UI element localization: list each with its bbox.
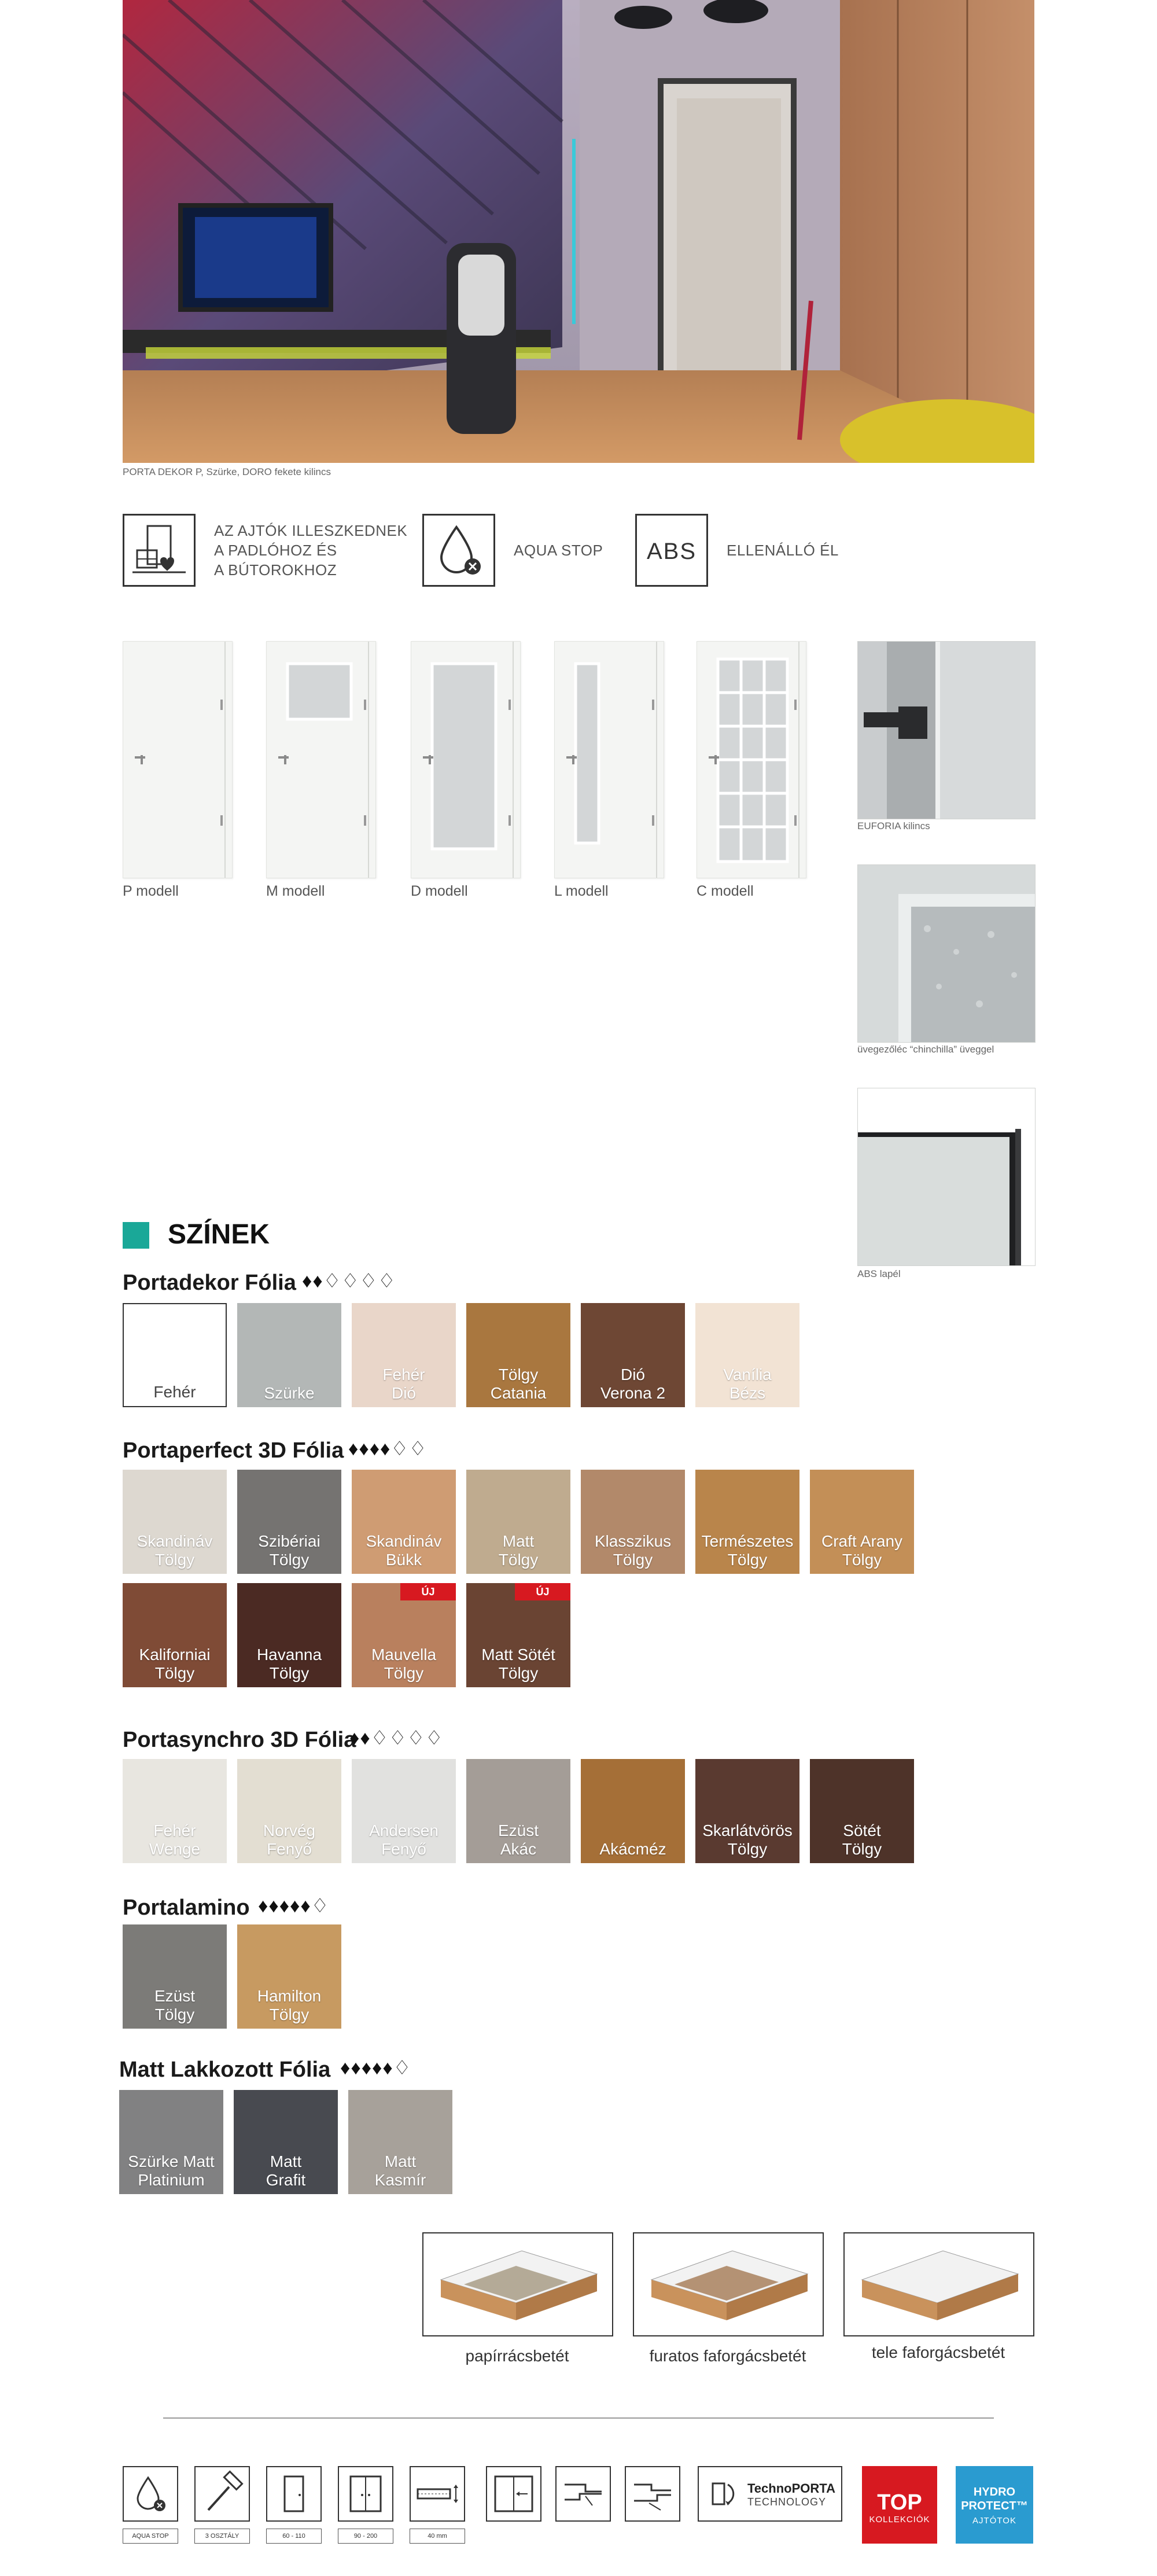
- swatch-label: Ezüst Tölgy: [154, 1987, 196, 2023]
- color-swatch: [695, 1303, 799, 1407]
- hammer-icon: [194, 2466, 250, 2522]
- rating-diamonds: ♦♦♢♢♢♢: [349, 1727, 444, 1749]
- color-swatch: [352, 1470, 456, 1574]
- swatch-label: Ezüst Akác: [498, 1821, 539, 1858]
- swatch-label: Szürke: [264, 1384, 315, 1402]
- new-badge: ÚJ: [515, 1583, 570, 1600]
- swatch-label: Norvég Fenyő: [263, 1821, 316, 1858]
- door-model-c: [697, 641, 806, 878]
- rating-diamonds: ♦♦♢♢♢♢: [302, 1270, 396, 1292]
- model-label: D modell: [411, 883, 468, 899]
- hero-photo: [123, 0, 1034, 463]
- color-swatch: [466, 1303, 570, 1407]
- color-swatch: [466, 1470, 570, 1574]
- rating-diamonds: ♦♦♦♦♦♢: [258, 1895, 330, 1917]
- swatch-label: Skandináv Tölgy: [137, 1532, 213, 1569]
- hero-caption: PORTA DEKOR P, Szürke, DORO fekete kilincs: [123, 466, 331, 477]
- feature-text-aqua: AQUA STOP: [514, 542, 603, 559]
- color-swatch: [237, 1470, 341, 1574]
- door-model-l: [554, 641, 664, 878]
- color-swatch: [123, 1303, 227, 1407]
- swatch-label: Akácméz: [599, 1840, 666, 1858]
- feature-line: AZ AJTÓK ILLESZKEDNEK: [214, 522, 408, 539]
- swatch-label: Hamilton Tölgy: [257, 1987, 322, 2023]
- swatch-label: Klasszikus Tölgy: [594, 1532, 672, 1569]
- icon-caption: 60 - 110: [266, 2529, 322, 2544]
- top-logo-line1: TOP: [877, 2490, 922, 2515]
- swatch-label: Matt Kasmír: [374, 2152, 426, 2189]
- color-group-title: Portaperfect 3D Fólia: [123, 1438, 344, 1463]
- model-label: C modell: [697, 883, 754, 899]
- swatch-label: Szürke Matt Platinium: [128, 2152, 215, 2189]
- swatch-label: Skarlátvörös Tölgy: [702, 1821, 793, 1858]
- swatch-label: Matt Sötét Tölgy: [481, 1646, 555, 1682]
- swatch-label: Matt Grafit: [266, 2152, 306, 2189]
- technoporta-logo: [698, 2466, 842, 2522]
- icon-caption: 3 OSZTÁLY: [194, 2529, 250, 2544]
- color-swatch: [466, 1583, 570, 1687]
- divider-line: [163, 2417, 994, 2419]
- color-swatch: [234, 2090, 338, 2194]
- color-swatch: [237, 1303, 341, 1407]
- icon-caption: AQUA STOP: [123, 2529, 178, 2544]
- frame-profile-2-icon: [625, 2466, 680, 2522]
- swatch-label: Fehér: [153, 1383, 196, 1401]
- hydro-logo-line2: PROTECT™: [961, 2500, 1028, 2512]
- top-logo-line2: KOLLEKCIÓK: [869, 2515, 930, 2525]
- frame-profile-icon: [555, 2466, 611, 2522]
- color-swatch: [810, 1470, 914, 1574]
- glass-bead-detail-photo: [857, 864, 1036, 1043]
- technoporta-line1: TechnoPORTA: [747, 2481, 835, 2496]
- model-label: M modell: [266, 883, 325, 899]
- thickness-icon: [410, 2466, 465, 2522]
- abs-edge-detail-photo: [857, 1088, 1036, 1266]
- new-badge: ÚJ: [400, 1583, 456, 1600]
- color-group-title: Portadekor Fólia: [123, 1271, 296, 1295]
- top-collections-logo: [862, 2466, 937, 2544]
- sliding-door-icon: [486, 2466, 541, 2522]
- door-model-p: [123, 641, 233, 878]
- detail-caption: ABS lapél: [857, 1268, 901, 1279]
- core-caption: papírrácsbetét: [465, 2347, 569, 2365]
- color-swatch: [123, 1759, 227, 1863]
- color-swatch: [695, 1470, 799, 1574]
- hydro-logo-line1: HYDRO: [973, 2486, 1016, 2498]
- swatch-label: Természetes Tölgy: [701, 1532, 794, 1569]
- abs-icon-text: ABS: [646, 539, 697, 564]
- rating-diamonds: ♦♦♦♦♢♢: [348, 1438, 428, 1460]
- color-swatch: [810, 1759, 914, 1863]
- section-accent-square: [123, 1222, 149, 1249]
- color-swatch: [348, 2090, 452, 2194]
- swatch-label: Mauvella Tölgy: [371, 1646, 437, 1682]
- detail-caption: EUFORIA kilincs: [857, 820, 930, 831]
- core-caption: tele faforgácsbetét: [871, 2343, 1005, 2361]
- color-swatch: [695, 1759, 799, 1863]
- core-honeycomb-photo: [422, 2232, 613, 2336]
- colors-section-title: SZÍNEK: [168, 1219, 270, 1250]
- color-swatch: [466, 1759, 570, 1863]
- swatch-label: Skandináv Bükk: [366, 1532, 442, 1569]
- water-drop-icon: [422, 514, 495, 587]
- swatch-label: Fehér Dió: [382, 1366, 425, 1402]
- color-swatch: [123, 1924, 227, 2029]
- hydro-protect-logo: [956, 2466, 1033, 2544]
- color-group-title: Portalamino: [123, 1896, 250, 1920]
- feature-text-fit: [214, 521, 407, 580]
- door-furniture-icon: [123, 514, 196, 587]
- icon-caption: 40 mm: [410, 2529, 465, 2544]
- swatch-label: Szibériai Tölgy: [258, 1532, 320, 1569]
- core-tubular-photo: [633, 2232, 824, 2336]
- core-solid-photo: [843, 2232, 1034, 2336]
- color-swatch: [237, 1583, 341, 1687]
- core-caption: furatos faforgácsbetét: [649, 2347, 806, 2365]
- color-swatch: [352, 1303, 456, 1407]
- swatch-label: Andersen Fenyő: [369, 1821, 439, 1858]
- model-label: P modell: [123, 883, 179, 899]
- icon-caption: 90 - 200: [338, 2529, 393, 2544]
- door-model-d: [411, 641, 521, 878]
- color-swatch: [123, 1470, 227, 1574]
- double-door-icon: [338, 2466, 393, 2522]
- feature-line: A BÚTOROKHOZ: [214, 561, 337, 579]
- color-swatch: [581, 1303, 685, 1407]
- swatch-label: Tölgy Catania: [490, 1366, 547, 1402]
- single-door-icon: [266, 2466, 322, 2522]
- swatch-label: Dió Verona 2: [600, 1366, 666, 1402]
- model-label: L modell: [554, 883, 609, 899]
- swatch-label: Havanna Tölgy: [256, 1646, 322, 1682]
- color-swatch: [581, 1470, 685, 1574]
- swatch-label: Matt Tölgy: [498, 1532, 539, 1569]
- color-swatch: [581, 1759, 685, 1863]
- aqua-stop-icon: [123, 2466, 178, 2522]
- color-swatch: [237, 1924, 341, 2029]
- technoporta-line2: TECHNOLOGY: [747, 2496, 827, 2508]
- color-swatch: [352, 1583, 456, 1687]
- feature-text-abs: ELLENÁLLÓ ÉL: [727, 542, 839, 559]
- swatch-label: Fehér Wenge: [149, 1821, 201, 1858]
- color-swatch: [123, 1583, 227, 1687]
- feature-line: A PADLÓHOZ ÉS: [214, 542, 337, 559]
- door-model-m: [266, 641, 376, 878]
- handle-detail-photo: [857, 641, 1036, 819]
- swatch-label: Kaliforniai Tölgy: [139, 1646, 211, 1682]
- color-group-title: Portasynchro 3D Fólia: [123, 1728, 356, 1752]
- color-swatch: [119, 2090, 223, 2194]
- abs-icon: [635, 514, 708, 587]
- color-swatch: [352, 1759, 456, 1863]
- color-group-title: Matt Lakkozott Fólia: [119, 2058, 331, 2082]
- swatch-label: Vanília Bézs: [723, 1366, 772, 1402]
- color-swatch: [237, 1759, 341, 1863]
- rating-diamonds: ♦♦♦♦♦♢: [340, 2057, 412, 2079]
- hydro-logo-line3: AJTÓTOK: [972, 2516, 1016, 2526]
- swatch-label: Craft Arany Tölgy: [821, 1532, 903, 1569]
- swatch-label: Sötét Tölgy: [842, 1821, 882, 1858]
- detail-caption: üvegezőléc “chinchilla” üveggel: [857, 1044, 994, 1055]
